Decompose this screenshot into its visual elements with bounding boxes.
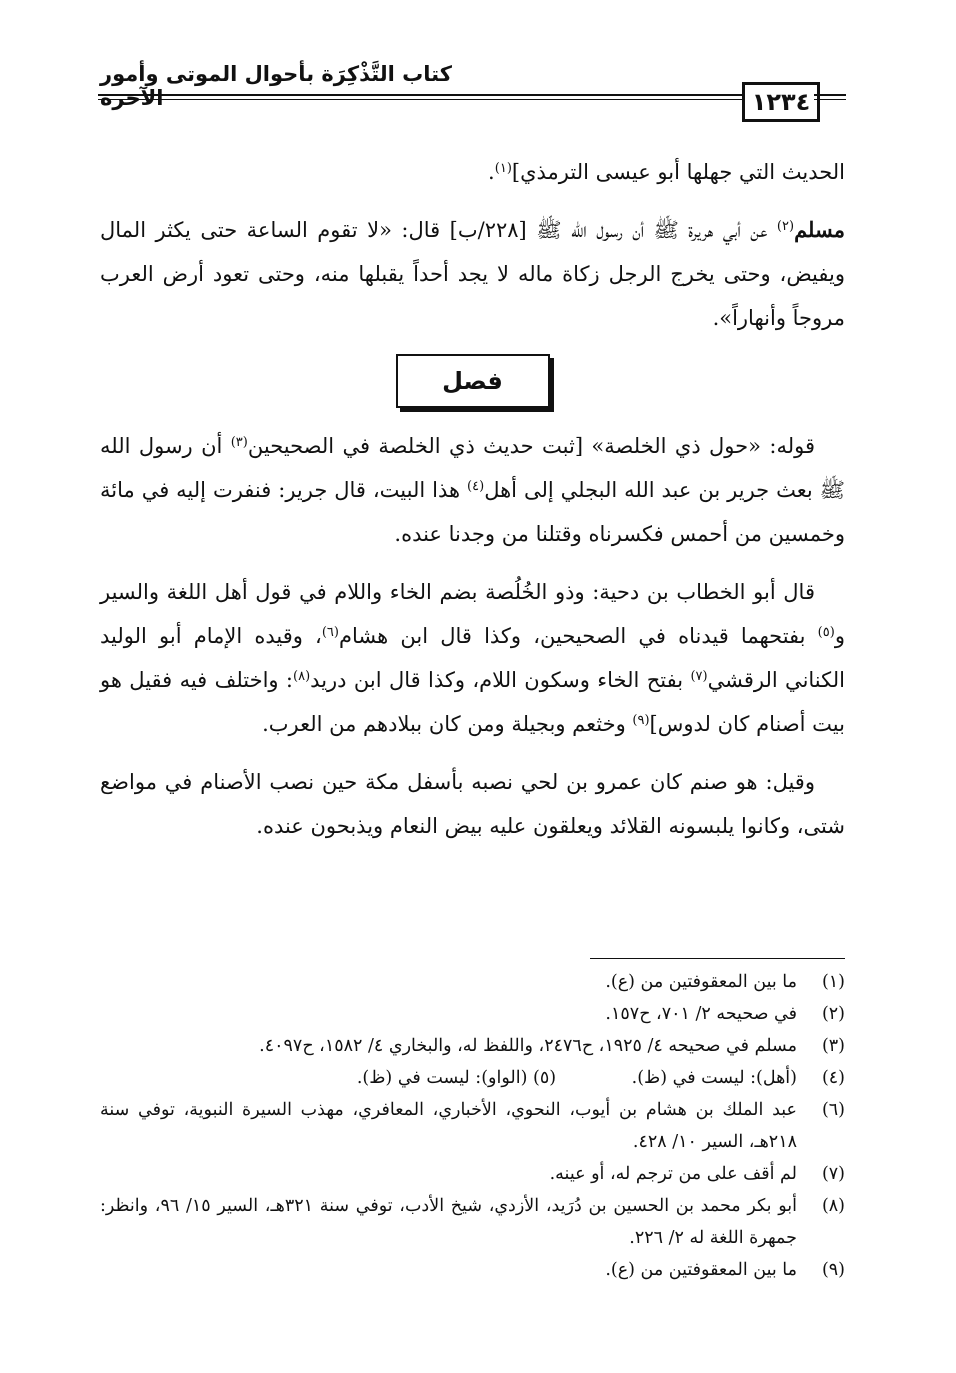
footnote-item xyxy=(100,1190,845,1254)
footnote-item xyxy=(100,966,845,998)
footnote-text: مسلم في صحيحه ٤/ ١٩٢٥، ح٢٤٧٦، واللفظ له، والبخاري ٤/ ١٥٨٢، ح٤٠٩٧. xyxy=(259,1036,797,1056)
paragraph-1 xyxy=(100,150,845,194)
header-rule xyxy=(98,94,743,100)
footnote-text-pair xyxy=(100,1062,797,1094)
p1-text: الحديث التي جهلها أبو عيسى الترمذي] xyxy=(511,160,845,184)
main-text xyxy=(100,150,845,862)
footnote-ref-5: (٥) xyxy=(817,624,835,640)
p2-text: عن أبي هريرة ﷺ أن رسول الله ﷺ [٢٢٨/ب] قال: «لا تقوم الساعة حتى يكثر المال ويفيض، وحتى يخرج الرجل زكاة ماله لا يجد أحداً يقبلها منه، وحتى تعود أرض العرب مروجاً وأنهاراً». xyxy=(100,218,845,330)
footnote-number: (٥) xyxy=(533,1068,557,1088)
footnote-ref-6: (٦) xyxy=(321,624,339,640)
header-rule-right xyxy=(814,94,846,100)
footnote-ref-3: (٣) xyxy=(230,434,248,450)
p4-text-f: وخثعم وبجيلة ومن كان ببلادهم من العرب. xyxy=(262,712,633,736)
footnote-text: عبد الملك بن هشام بن أيوب، النحوي، الأخباري، المعافري، مهذب السيرة النبوية، توفي سنة ٢١٨هـ، السير ١٠/ ٤٢٨. xyxy=(100,1100,797,1152)
section-heading-wrap xyxy=(100,354,845,408)
footnote-number: (٣) xyxy=(821,1036,845,1056)
footnote-item xyxy=(100,1158,845,1190)
p3-text-a: قوله: «حول ذي الخلصة» [ثبت حديث ذي الخلصة في الصحيحين xyxy=(247,434,815,458)
paragraph-3 xyxy=(100,424,845,556)
footnote-ref-2: (٢) xyxy=(776,218,795,234)
paragraph-2 xyxy=(100,208,845,340)
footnote-number: (١) xyxy=(821,972,845,992)
footnote-separator xyxy=(590,958,845,959)
footnote-ref-1: (١) xyxy=(494,160,512,176)
footnote-item-pair xyxy=(100,1062,845,1094)
footnote-number: (٧) xyxy=(821,1164,845,1184)
footnotes xyxy=(100,966,845,1286)
footnote-ref-4: (٤) xyxy=(467,478,485,494)
p3-text-c: هذا البيت، قال جرير: فنفرت إليه في مائة وخمسين من أحمس فكسرناه وقتلنا من وجدنا عنده. xyxy=(100,478,845,546)
footnote-item xyxy=(100,1094,845,1158)
footnote-text: في صحيحه ٢/ ٧٠١، ح١٥٧. xyxy=(605,1004,797,1024)
running-title: كتاب التَّذْكِرَة بأحوال الموتى وأمور الآخرة xyxy=(100,62,452,110)
footnote-number: (٢) xyxy=(821,1004,845,1024)
p4-text-e: : واختلف فيه فقيل هو بيت أصنام كان لدوس] xyxy=(100,668,845,736)
footnote-number: (٩) xyxy=(821,1260,845,1280)
footnote-ref-9: (٩) xyxy=(632,712,650,728)
p4-text-d: بفتح الخاء وسكون اللام، وكذا قال ابن دريد xyxy=(310,668,691,692)
footnote-ref-8: (٨) xyxy=(293,668,311,684)
paragraph-5: وقيل: هو صنم كان عمرو بن لحي نصبه بأسفل مكة حين نصب الأصنام في مواضع شتى، وكانوا يلبسونه القلائد ويعلقون عليه بيض النعام ويذبحون عنده. xyxy=(100,770,845,838)
footnote-item xyxy=(100,998,845,1030)
section-heading: فصل xyxy=(396,354,550,408)
paragraph-4 xyxy=(100,570,845,746)
p4-text-a: قال أبو الخطاب بن دحية: وذو الخُلُصة بضم الخاء واللام في قول أهل اللغة والسير و xyxy=(100,580,845,648)
p2-bold-source: مسلم xyxy=(794,217,845,242)
footnote-text: (أهل): ليست في (ظ). xyxy=(631,1068,797,1088)
footnote-text: لم أقف على من ترجم له، أو عينه. xyxy=(549,1164,797,1184)
footnote-number: (٦) xyxy=(821,1100,845,1120)
p1-end: . xyxy=(488,160,495,184)
p3-text-b: أن رسول الله ﷺ بعث جرير بن عبد الله البجلي إلى أهل xyxy=(100,434,845,502)
footnote-text: (الواو): ليست في (ظ). xyxy=(356,1068,528,1088)
footnote-text: ما بين المعقوفتين من (ع). xyxy=(605,972,797,992)
footnote-ref-7: (٧) xyxy=(690,668,708,684)
footnote-text: ما بين المعقوفتين من (ع). xyxy=(605,1260,797,1280)
p4-text-b: بفتحهما قيدناه في الصحيحين، وكذا قال ابن هشام xyxy=(338,624,818,648)
footnote-item xyxy=(100,1254,845,1286)
footnote-text: أبو بكر محمد بن الحسين بن دُرَيد، الأزدي، شيخ الأدب، توفي سنة ٣٢١هـ، السير ١٥/ ٩٦، وانظر: جمهرة اللغة له ٢/ ٢٢٦. xyxy=(100,1196,797,1248)
footnote-item xyxy=(100,1030,845,1062)
p4-text-c: ، وقيده الإمام أبو الوليد الكناني الرقشي xyxy=(100,624,845,692)
footnote-number: (٨) xyxy=(821,1196,845,1216)
page-number: ١٢٣٤ xyxy=(742,82,820,122)
footnote-number: (٤) xyxy=(821,1068,845,1088)
